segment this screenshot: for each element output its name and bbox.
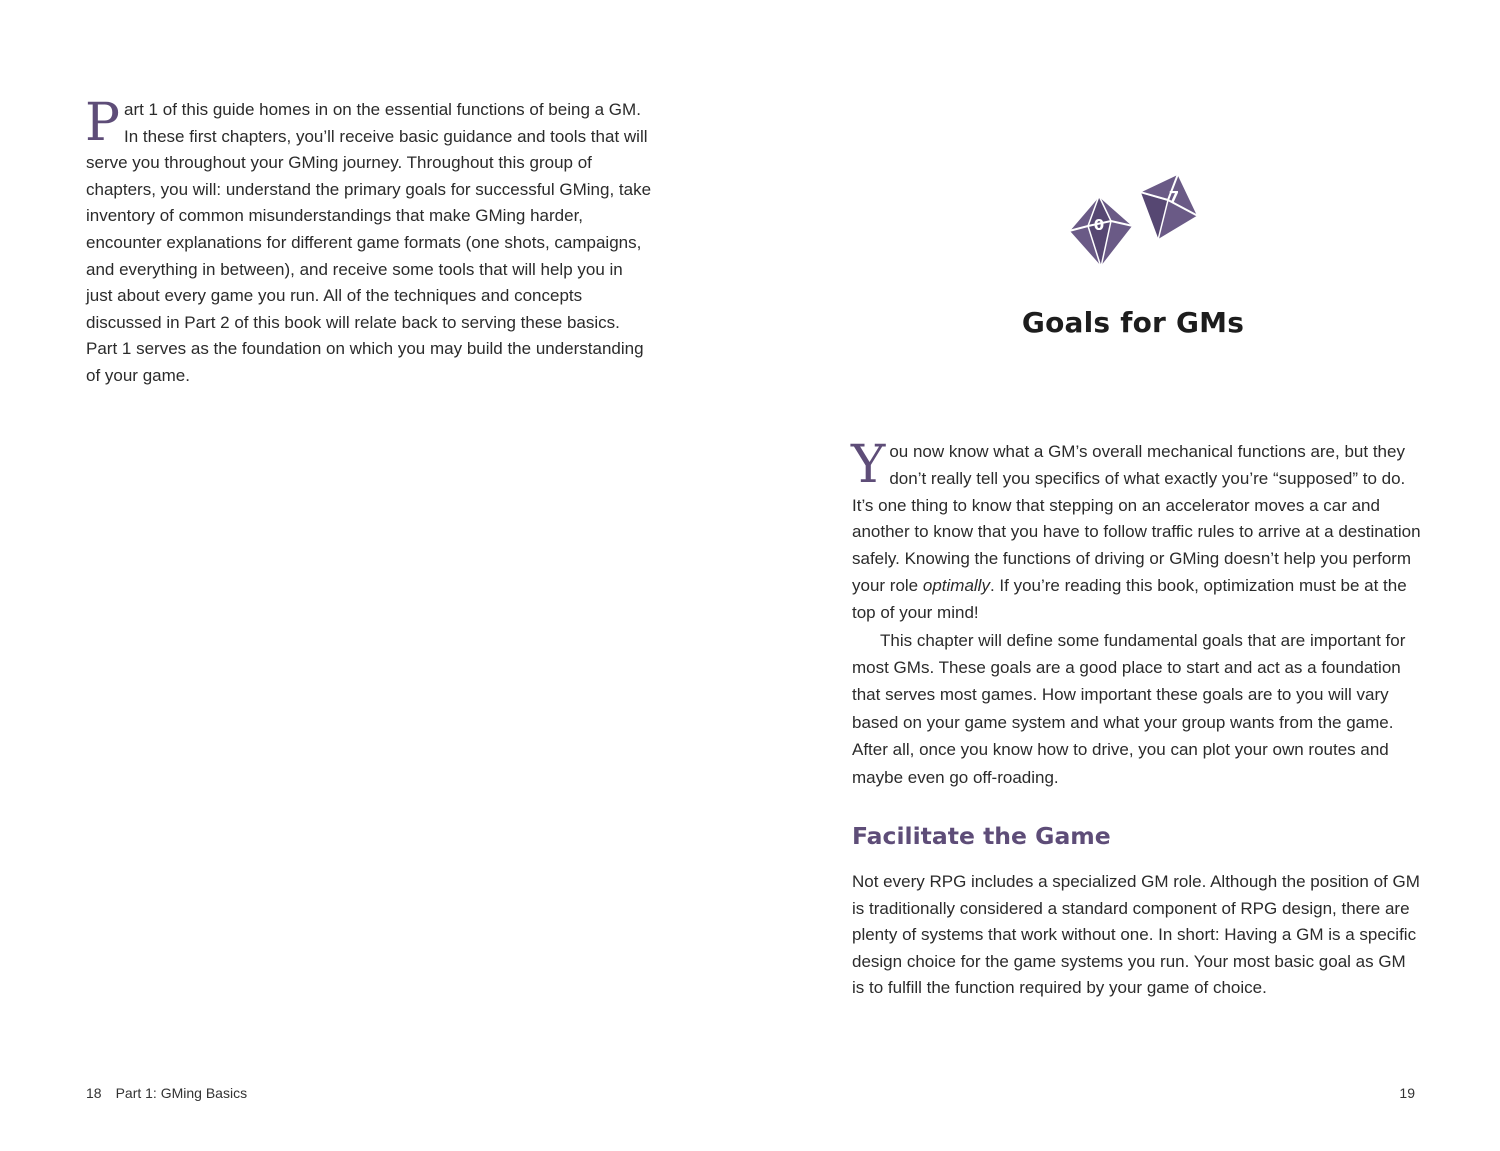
chapter-body (851, 435, 1422, 791)
chapter-paragraph-2: This chapter will define some fundamental goals that are important for most GMs. These goals are a good place to start and act as a foundation that serves most games. How important these goals are to you will vary based on your game system and what your group wants from the game. After all, once you know how to drive, you can plot your own routes and maybe even go off-roading. (852, 630, 1406, 787)
intro-text: art 1 of this guide homes in on the essential functions of being a GM. In these first chapters, you’ll receive basic guidance and tools that will serve you throughout your GMing journey. Throughout this group of chapters, you will: understand the primary goals for successful GMing, take inventory of common misunderstandings that make GMing harder, encounter explanations for different game formats (one shots, campaigns, and everything in between), and receive some tools that will help you in just about every game you run. All of the techniques and concepts discussed in Part 2 of this book will relate back to serving these basics. Part 1 serves as the foundation on which you may build the understanding of your game. (86, 100, 652, 385)
chapter-para1-end: . If you’re reading this book, optimization must be at the top of your mind! (852, 575, 1407, 622)
running-footer-section: Part 1: GMing Basics (115, 1085, 248, 1101)
section-heading: Facilitate the Game (852, 822, 1111, 850)
section-body (852, 869, 1422, 1002)
d10-die-right (1140, 174, 1198, 240)
chapter-paragraph-1 (851, 435, 1422, 627)
chapter-drop-cap: Y (851, 435, 886, 495)
die-left-number: 0 (1093, 216, 1105, 234)
section-paragraph: Not every RPG includes a specialized GM role. Although the position of GM is traditionally considered a standard component of RPG design, there are plenty of systems that work without one. In short: Having a GM is a specific design choice for the game systems you run. Your most basic goal as GM is to fulfill the function required by your game of choice. (852, 872, 1420, 998)
chapter-para1-start: ou now know what a GM’s overall mechanical functions are, but they don’t really tell you specifics of what exactly you’re “supposed” to do. It’s one thing to know that stepping on an accelerator moves a car and another to know that you have to follow traffic rules to arrive at a destination safely. Knowing the functions of driving or GMing doesn’t help you perform your role (852, 442, 1421, 595)
right-page (750, 0, 1500, 1151)
dice-icon (1068, 170, 1200, 270)
left-page-number: 18 (86, 1085, 102, 1101)
d10-die-left (1069, 196, 1133, 267)
chapter-title: Goals for GMs (1021, 306, 1245, 339)
emphasis-optimally: optimally (922, 575, 990, 595)
die-right-number: 7 (1168, 188, 1180, 206)
intro-drop-cap: P (85, 93, 120, 153)
right-page-number: 19 (1399, 1085, 1415, 1101)
part-intro-paragraph (85, 93, 652, 390)
left-footer (86, 1085, 247, 1101)
